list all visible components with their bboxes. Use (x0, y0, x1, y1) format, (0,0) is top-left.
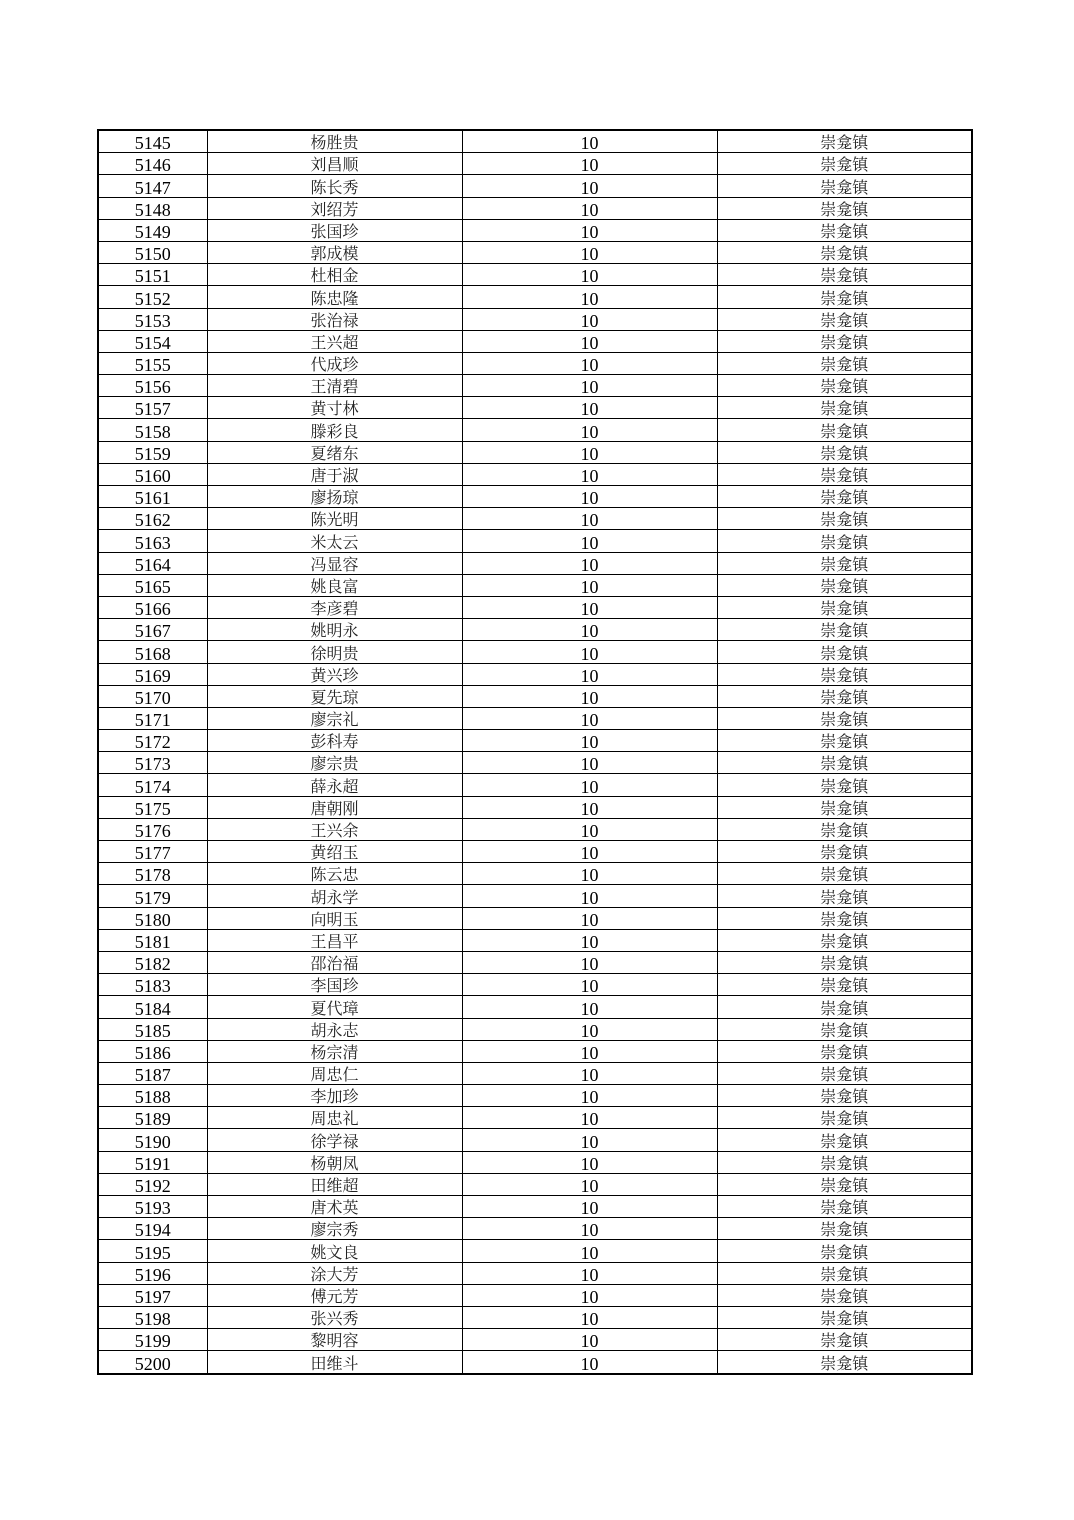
town-name-cell: 崇龛镇 (717, 774, 972, 796)
table-row (98, 1196, 972, 1218)
town-name-cell: 崇龛镇 (717, 619, 972, 641)
town-name-cell: 崇龛镇 (717, 574, 972, 596)
row-number-cell: 5187 (98, 1062, 207, 1084)
row-number-cell: 5172 (98, 730, 207, 752)
table-row (98, 974, 972, 996)
town-name-cell: 崇龛镇 (717, 175, 972, 197)
person-name-cell: 黎明容 (207, 1329, 462, 1351)
table-row (98, 707, 972, 729)
town-name-cell: 崇龛镇 (717, 707, 972, 729)
table-row (98, 619, 972, 641)
amount-cell: 10 (462, 1129, 717, 1151)
amount-cell: 10 (462, 596, 717, 618)
row-number-cell: 5177 (98, 841, 207, 863)
row-number-cell: 5191 (98, 1151, 207, 1173)
town-name-cell: 崇龛镇 (717, 663, 972, 685)
row-number-cell: 5145 (98, 130, 207, 153)
amount-cell: 10 (462, 1262, 717, 1284)
person-name-cell: 王清碧 (207, 375, 462, 397)
person-name-cell: 王兴超 (207, 330, 462, 352)
person-name-cell: 李彦碧 (207, 596, 462, 618)
person-name-cell: 郭成模 (207, 241, 462, 263)
table-row (98, 1262, 972, 1284)
amount-cell: 10 (462, 641, 717, 663)
table-row (98, 1173, 972, 1195)
person-name-cell: 胡永学 (207, 885, 462, 907)
row-number-cell: 5156 (98, 375, 207, 397)
row-number-cell: 5159 (98, 441, 207, 463)
table-row (98, 663, 972, 685)
town-name-cell: 崇龛镇 (717, 530, 972, 552)
amount-cell: 10 (462, 397, 717, 419)
town-name-cell: 崇龛镇 (717, 508, 972, 530)
town-name-cell: 崇龛镇 (717, 1351, 972, 1374)
amount-cell: 10 (462, 619, 717, 641)
table-row (98, 264, 972, 286)
amount-cell: 10 (462, 818, 717, 840)
town-name-cell: 崇龛镇 (717, 1085, 972, 1107)
person-name-cell: 徐学禄 (207, 1129, 462, 1151)
town-name-cell: 崇龛镇 (717, 885, 972, 907)
table-row (98, 241, 972, 263)
amount-cell: 10 (462, 774, 717, 796)
amount-cell: 10 (462, 463, 717, 485)
town-name-cell: 崇龛镇 (717, 264, 972, 286)
row-number-cell: 5184 (98, 996, 207, 1018)
amount-cell: 10 (462, 1329, 717, 1351)
amount-cell: 10 (462, 907, 717, 929)
amount-cell: 10 (462, 1018, 717, 1040)
person-name-cell: 向明玉 (207, 907, 462, 929)
amount-cell: 10 (462, 197, 717, 219)
amount-cell: 10 (462, 663, 717, 685)
row-number-cell: 5155 (98, 352, 207, 374)
person-name-cell: 夏先琼 (207, 685, 462, 707)
amount-cell: 10 (462, 885, 717, 907)
amount-cell: 10 (462, 730, 717, 752)
town-name-cell: 崇龛镇 (717, 996, 972, 1018)
town-name-cell: 崇龛镇 (717, 308, 972, 330)
person-name-cell: 邵治福 (207, 951, 462, 973)
town-name-cell: 崇龛镇 (717, 197, 972, 219)
person-name-cell: 黄兴珍 (207, 663, 462, 685)
table-row (98, 929, 972, 951)
row-number-cell: 5190 (98, 1129, 207, 1151)
table-row (98, 219, 972, 241)
row-number-cell: 5164 (98, 552, 207, 574)
amount-cell: 10 (462, 752, 717, 774)
person-name-cell: 唐于淑 (207, 463, 462, 485)
row-number-cell: 5197 (98, 1284, 207, 1306)
amount-cell: 10 (462, 929, 717, 951)
person-name-cell: 滕彩良 (207, 419, 462, 441)
amount-cell: 10 (462, 1107, 717, 1129)
amount-cell: 10 (462, 863, 717, 885)
table-row (98, 552, 972, 574)
amount-cell: 10 (462, 1351, 717, 1374)
town-name-cell: 崇龛镇 (717, 286, 972, 308)
town-name-cell: 崇龛镇 (717, 863, 972, 885)
person-name-cell: 张兴秀 (207, 1306, 462, 1328)
town-name-cell: 崇龛镇 (717, 841, 972, 863)
town-name-cell: 崇龛镇 (717, 596, 972, 618)
town-name-cell: 崇龛镇 (717, 641, 972, 663)
amount-cell: 10 (462, 486, 717, 508)
town-name-cell: 崇龛镇 (717, 1018, 972, 1040)
person-name-cell: 夏绪东 (207, 441, 462, 463)
table-row (98, 330, 972, 352)
town-name-cell: 崇龛镇 (717, 241, 972, 263)
table-row (98, 818, 972, 840)
amount-cell: 10 (462, 552, 717, 574)
town-name-cell: 崇龛镇 (717, 1329, 972, 1351)
table-row (98, 530, 972, 552)
person-name-cell: 夏代璋 (207, 996, 462, 1018)
table-row (98, 397, 972, 419)
table-row (98, 286, 972, 308)
person-name-cell: 胡永志 (207, 1018, 462, 1040)
table-row (98, 907, 972, 929)
town-name-cell: 崇龛镇 (717, 419, 972, 441)
town-name-cell: 崇龛镇 (717, 818, 972, 840)
table-row (98, 352, 972, 374)
row-number-cell: 5199 (98, 1329, 207, 1351)
row-number-cell: 5185 (98, 1018, 207, 1040)
town-name-cell: 崇龛镇 (717, 974, 972, 996)
amount-cell: 10 (462, 1218, 717, 1240)
table-row (98, 1284, 972, 1306)
row-number-cell: 5198 (98, 1306, 207, 1328)
amount-cell: 10 (462, 308, 717, 330)
person-name-cell: 田维斗 (207, 1351, 462, 1374)
amount-cell: 10 (462, 685, 717, 707)
town-name-cell: 崇龛镇 (717, 552, 972, 574)
table-row (98, 153, 972, 175)
row-number-cell: 5160 (98, 463, 207, 485)
row-number-cell: 5162 (98, 508, 207, 530)
row-number-cell: 5166 (98, 596, 207, 618)
table-row (98, 130, 972, 153)
row-number-cell: 5158 (98, 419, 207, 441)
table-row (98, 175, 972, 197)
table-row (98, 574, 972, 596)
table-row (98, 863, 972, 885)
table-row (98, 441, 972, 463)
table-row (98, 463, 972, 485)
person-name-cell: 薛永超 (207, 774, 462, 796)
town-name-cell: 崇龛镇 (717, 1196, 972, 1218)
person-name-cell: 杨朝凤 (207, 1151, 462, 1173)
town-name-cell: 崇龛镇 (717, 219, 972, 241)
amount-cell: 10 (462, 130, 717, 153)
town-name-cell: 崇龛镇 (717, 330, 972, 352)
row-number-cell: 5193 (98, 1196, 207, 1218)
table-row (98, 1085, 972, 1107)
town-name-cell: 崇龛镇 (717, 441, 972, 463)
table-row (98, 419, 972, 441)
town-name-cell: 崇龛镇 (717, 1218, 972, 1240)
row-number-cell: 5174 (98, 774, 207, 796)
town-name-cell: 崇龛镇 (717, 130, 972, 153)
row-number-cell: 5150 (98, 241, 207, 263)
table-row (98, 1351, 972, 1374)
person-name-cell: 廖宗礼 (207, 707, 462, 729)
amount-cell: 10 (462, 951, 717, 973)
row-number-cell: 5163 (98, 530, 207, 552)
amount-cell: 10 (462, 264, 717, 286)
roster-table (97, 129, 973, 1375)
town-name-cell: 崇龛镇 (717, 1129, 972, 1151)
person-name-cell: 周忠礼 (207, 1107, 462, 1129)
person-name-cell: 廖宗贵 (207, 752, 462, 774)
town-name-cell: 崇龛镇 (717, 486, 972, 508)
person-name-cell: 李加珍 (207, 1085, 462, 1107)
row-number-cell: 5152 (98, 286, 207, 308)
row-number-cell: 5196 (98, 1262, 207, 1284)
amount-cell: 10 (462, 574, 717, 596)
row-number-cell: 5183 (98, 974, 207, 996)
amount-cell: 10 (462, 1196, 717, 1218)
person-name-cell: 彭科寿 (207, 730, 462, 752)
table-row (98, 841, 972, 863)
town-name-cell: 崇龛镇 (717, 1306, 972, 1328)
row-number-cell: 5168 (98, 641, 207, 663)
amount-cell: 10 (462, 796, 717, 818)
amount-cell: 10 (462, 419, 717, 441)
table-row (98, 641, 972, 663)
person-name-cell: 陈长秀 (207, 175, 462, 197)
person-name-cell: 刘绍芳 (207, 197, 462, 219)
town-name-cell: 崇龛镇 (717, 463, 972, 485)
person-name-cell: 周忠仁 (207, 1062, 462, 1084)
person-name-cell: 涂大芳 (207, 1262, 462, 1284)
town-name-cell: 崇龛镇 (717, 752, 972, 774)
row-number-cell: 5189 (98, 1107, 207, 1129)
row-number-cell: 5147 (98, 175, 207, 197)
person-name-cell: 李国珍 (207, 974, 462, 996)
town-name-cell: 崇龛镇 (717, 1262, 972, 1284)
town-name-cell: 崇龛镇 (717, 907, 972, 929)
person-name-cell: 代成珍 (207, 352, 462, 374)
amount-cell: 10 (462, 286, 717, 308)
person-name-cell: 米太云 (207, 530, 462, 552)
table-row (98, 197, 972, 219)
person-name-cell: 冯显容 (207, 552, 462, 574)
table-row (98, 1306, 972, 1328)
table-row (98, 1329, 972, 1351)
table-row (98, 685, 972, 707)
row-number-cell: 5161 (98, 486, 207, 508)
table-row (98, 375, 972, 397)
person-name-cell: 姚文良 (207, 1240, 462, 1262)
amount-cell: 10 (462, 996, 717, 1018)
person-name-cell: 廖宗秀 (207, 1218, 462, 1240)
amount-cell: 10 (462, 1306, 717, 1328)
amount-cell: 10 (462, 1085, 717, 1107)
person-name-cell: 黄绍玉 (207, 841, 462, 863)
amount-cell: 10 (462, 241, 717, 263)
person-name-cell: 杜相金 (207, 264, 462, 286)
person-name-cell: 姚明永 (207, 619, 462, 641)
row-number-cell: 5154 (98, 330, 207, 352)
town-name-cell: 崇龛镇 (717, 153, 972, 175)
roster-table-body (98, 130, 972, 1374)
amount-cell: 10 (462, 441, 717, 463)
table-row (98, 508, 972, 530)
row-number-cell: 5173 (98, 752, 207, 774)
amount-cell: 10 (462, 219, 717, 241)
row-number-cell: 5200 (98, 1351, 207, 1374)
amount-cell: 10 (462, 1062, 717, 1084)
amount-cell: 10 (462, 175, 717, 197)
person-name-cell: 王昌平 (207, 929, 462, 951)
town-name-cell: 崇龛镇 (717, 685, 972, 707)
amount-cell: 10 (462, 974, 717, 996)
table-row (98, 774, 972, 796)
amount-cell: 10 (462, 375, 717, 397)
row-number-cell: 5167 (98, 619, 207, 641)
person-name-cell: 陈云忠 (207, 863, 462, 885)
person-name-cell: 刘昌顺 (207, 153, 462, 175)
table-row (98, 1107, 972, 1129)
table-row (98, 1062, 972, 1084)
row-number-cell: 5192 (98, 1173, 207, 1195)
table-row (98, 1151, 972, 1173)
amount-cell: 10 (462, 530, 717, 552)
amount-cell: 10 (462, 707, 717, 729)
row-number-cell: 5165 (98, 574, 207, 596)
table-row (98, 996, 972, 1018)
row-number-cell: 5176 (98, 818, 207, 840)
town-name-cell: 崇龛镇 (717, 951, 972, 973)
table-row (98, 796, 972, 818)
person-name-cell: 唐朝刚 (207, 796, 462, 818)
town-name-cell: 崇龛镇 (717, 1151, 972, 1173)
amount-cell: 10 (462, 330, 717, 352)
town-name-cell: 崇龛镇 (717, 1240, 972, 1262)
person-name-cell: 徐明贵 (207, 641, 462, 663)
town-name-cell: 崇龛镇 (717, 796, 972, 818)
row-number-cell: 5153 (98, 308, 207, 330)
table-row (98, 596, 972, 618)
table-row (98, 885, 972, 907)
person-name-cell: 唐术英 (207, 1196, 462, 1218)
person-name-cell: 田维超 (207, 1173, 462, 1195)
town-name-cell: 崇龛镇 (717, 375, 972, 397)
row-number-cell: 5181 (98, 929, 207, 951)
row-number-cell: 5179 (98, 885, 207, 907)
row-number-cell: 5188 (98, 1085, 207, 1107)
table-row (98, 308, 972, 330)
person-name-cell: 傅元芳 (207, 1284, 462, 1306)
row-number-cell: 5195 (98, 1240, 207, 1262)
table-row (98, 1129, 972, 1151)
amount-cell: 10 (462, 1284, 717, 1306)
town-name-cell: 崇龛镇 (717, 352, 972, 374)
town-name-cell: 崇龛镇 (717, 1284, 972, 1306)
amount-cell: 10 (462, 352, 717, 374)
row-number-cell: 5178 (98, 863, 207, 885)
row-number-cell: 5186 (98, 1040, 207, 1062)
town-name-cell: 崇龛镇 (717, 730, 972, 752)
table-row (98, 730, 972, 752)
table-row (98, 1218, 972, 1240)
person-name-cell: 杨胜贵 (207, 130, 462, 153)
row-number-cell: 5194 (98, 1218, 207, 1240)
person-name-cell: 陈忠隆 (207, 286, 462, 308)
row-number-cell: 5151 (98, 264, 207, 286)
person-name-cell: 张治禄 (207, 308, 462, 330)
table-row (98, 752, 972, 774)
town-name-cell: 崇龛镇 (717, 1107, 972, 1129)
row-number-cell: 5182 (98, 951, 207, 973)
row-number-cell: 5175 (98, 796, 207, 818)
table-row (98, 1018, 972, 1040)
town-name-cell: 崇龛镇 (717, 1062, 972, 1084)
town-name-cell: 崇龛镇 (717, 1173, 972, 1195)
amount-cell: 10 (462, 1173, 717, 1195)
person-name-cell: 张国珍 (207, 219, 462, 241)
row-number-cell: 5149 (98, 219, 207, 241)
table-row (98, 486, 972, 508)
row-number-cell: 5148 (98, 197, 207, 219)
row-number-cell: 5169 (98, 663, 207, 685)
person-name-cell: 王兴余 (207, 818, 462, 840)
table-row (98, 951, 972, 973)
row-number-cell: 5170 (98, 685, 207, 707)
town-name-cell: 崇龛镇 (717, 929, 972, 951)
person-name-cell: 黄寸林 (207, 397, 462, 419)
amount-cell: 10 (462, 508, 717, 530)
amount-cell: 10 (462, 1240, 717, 1262)
table-row (98, 1040, 972, 1062)
person-name-cell: 姚良富 (207, 574, 462, 596)
table-row (98, 1240, 972, 1262)
amount-cell: 10 (462, 153, 717, 175)
amount-cell: 10 (462, 841, 717, 863)
person-name-cell: 杨宗清 (207, 1040, 462, 1062)
row-number-cell: 5180 (98, 907, 207, 929)
town-name-cell: 崇龛镇 (717, 397, 972, 419)
row-number-cell: 5171 (98, 707, 207, 729)
amount-cell: 10 (462, 1040, 717, 1062)
row-number-cell: 5157 (98, 397, 207, 419)
person-name-cell: 廖扬琼 (207, 486, 462, 508)
amount-cell: 10 (462, 1151, 717, 1173)
row-number-cell: 5146 (98, 153, 207, 175)
town-name-cell: 崇龛镇 (717, 1040, 972, 1062)
person-name-cell: 陈光明 (207, 508, 462, 530)
